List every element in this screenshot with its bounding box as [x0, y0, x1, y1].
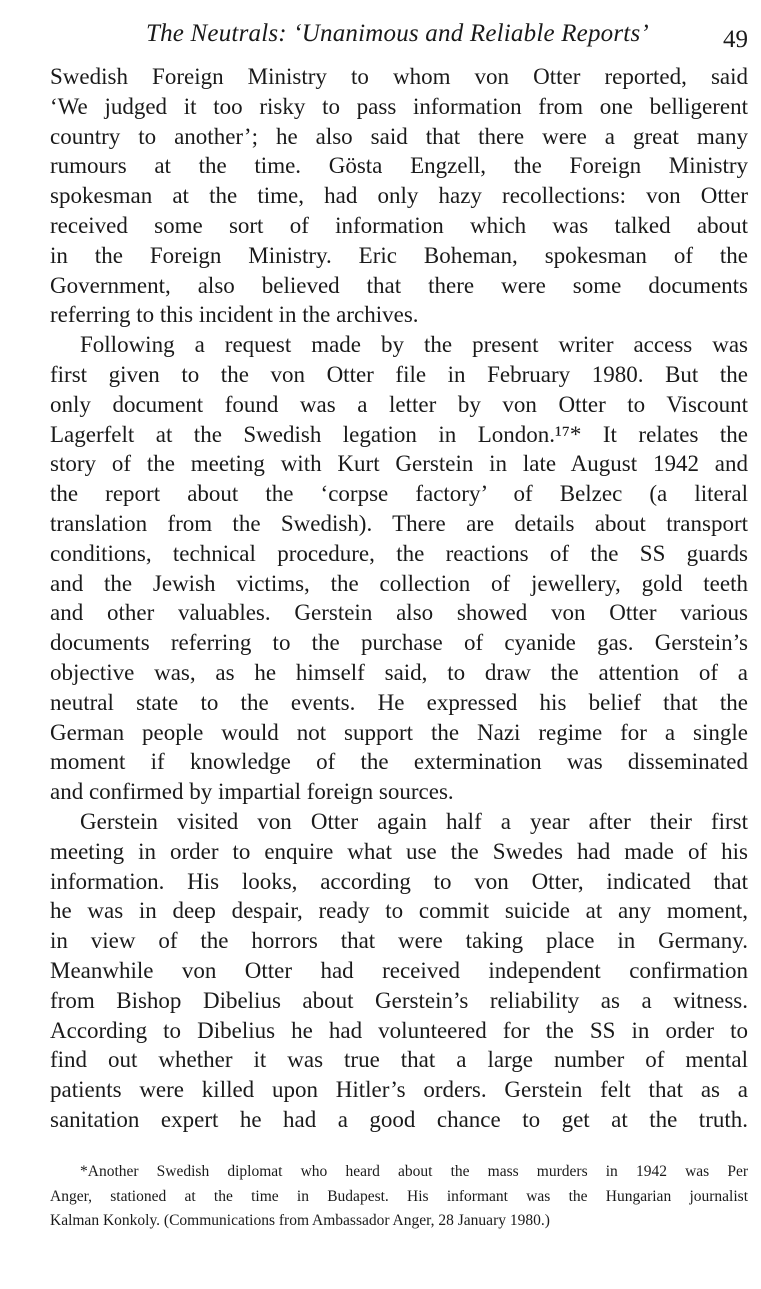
text-line: Swedish Foreign Ministry to whom von Otter reported, said [50, 64, 748, 89]
text-line: neutral state to the events. He expressed his belief that the [50, 689, 748, 715]
text-line: find out whether it was true that a large number of mental [50, 1047, 748, 1073]
footnote-line: Kalman Konkoly. (Communications from Ambassador Anger, 28 January 1980.) [50, 1212, 550, 1229]
text-line: ‘We judged it too risky to pass information from one belligerent [50, 93, 748, 119]
text-line: translation from the Swedish). There are details about transport [50, 510, 748, 536]
footnote-line: Anger, stationed at the time in Budapest. His informant was the Hungarian journalist [50, 1187, 748, 1205]
page-number: 49 [723, 26, 748, 53]
text-line: and the Jewish victims, the collection of jewellery, gold teeth [50, 570, 748, 596]
text-line: meeting in order to enquire what use the Swedes had made of his [50, 838, 748, 864]
text-line: Gerstein visited von Otter again half a year after their first [80, 808, 748, 834]
text-line: referring to this incident in the archives. [50, 302, 419, 328]
text-line: first given to the von Otter file in February 1980. But the [50, 361, 748, 387]
text-line: moment if knowledge of the extermination was disseminated [50, 749, 748, 775]
text-line: in view of the horrors that were taking place in Germany. [50, 928, 748, 954]
text-line: conditions, technical procedure, the reactions of the SS guards [50, 540, 748, 566]
text-line: objective was, as he himself said, to draw the attention of a [50, 659, 748, 685]
text-line: documents referring to the purchase of cyanide gas. Gerstein’s [50, 630, 748, 656]
page-header [50, 20, 748, 54]
text-line: country to another’; he also said that there were a great many [50, 123, 748, 149]
text-line: Following a request made by the present writer access was [80, 332, 748, 358]
footnote-line: *Another Swedish diplomat who heard about the mass murders in 1942 was Per [80, 1163, 748, 1180]
text-line: Lagerfelt at the Swedish legation in London.¹⁷* It relates the [50, 421, 748, 447]
running-title: The Neutrals: ‘Unanimous and Reliable Reports’ [146, 20, 649, 47]
text-line: received some sort of information which was talked about [50, 212, 748, 238]
text-line: story of the meeting with Kurt Gerstein in late August 1942 and [50, 451, 748, 477]
text-line: German people would not support the Nazi regime for a single [50, 719, 748, 745]
text-line: Government, also believed that there were some documents [50, 272, 748, 298]
text-line: and confirmed by impartial foreign sources. [50, 779, 454, 805]
text-line: According to Dibelius he had volunteered for the SS in order to [50, 1017, 748, 1043]
text-line: from Bishop Dibelius about Gerstein’s reliability as a witness. [50, 987, 748, 1013]
body-text [50, 62, 748, 1135]
text-line: spokesman at the time, had only hazy recollections: von Otter [50, 183, 748, 209]
text-line: sanitation expert he had a good chance to get at the truth. [50, 1106, 748, 1132]
footnote [50, 1160, 748, 1234]
text-line: rumours at the time. Gösta Engzell, the Foreign Ministry [50, 153, 748, 179]
text-line: information. His looks, according to von Otter, indicated that [50, 868, 748, 894]
text-line: patients were killed upon Hitler’s orders. Gerstein felt that as a [50, 1077, 748, 1103]
text-line: Meanwhile von Otter had received independent confirmation [50, 957, 748, 983]
text-line: only document found was a letter by von Otter to Viscount [50, 391, 748, 417]
text-line: he was in deep despair, ready to commit suicide at any moment, [50, 898, 748, 924]
text-line: and other valuables. Gerstein also showed von Otter various [50, 600, 748, 626]
text-line: in the Foreign Ministry. Eric Boheman, spokesman of the [50, 242, 748, 268]
text-line: the report about the ‘corpse factory’ of Belzec (a literal [50, 481, 748, 507]
